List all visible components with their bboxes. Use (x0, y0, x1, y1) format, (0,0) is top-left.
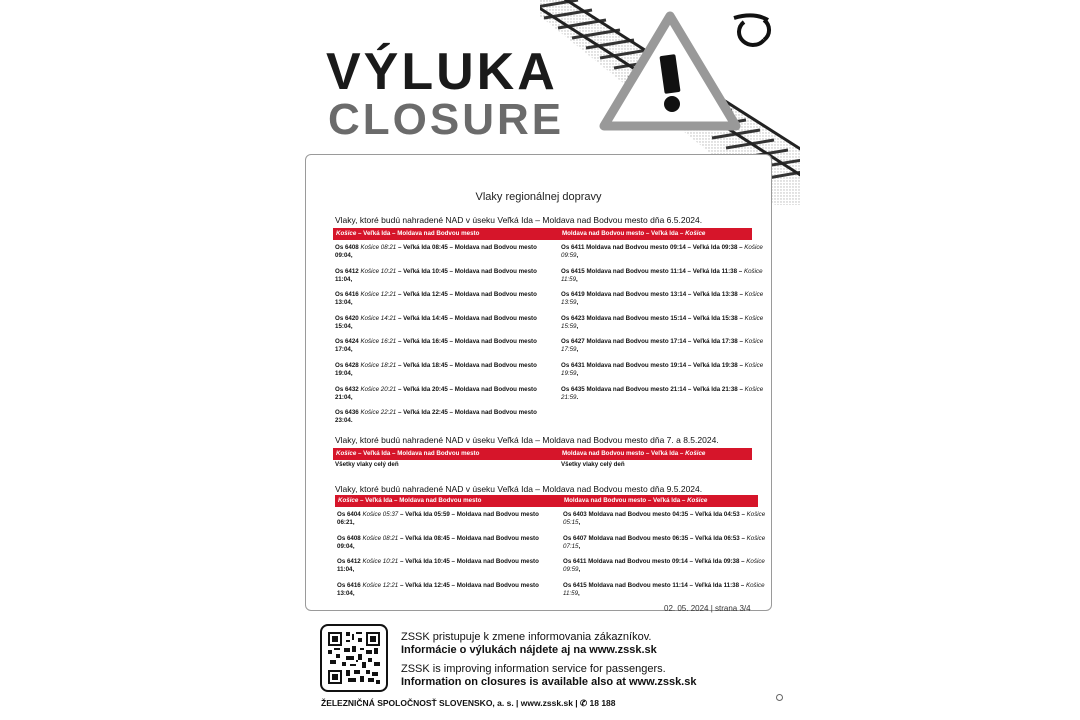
direction-bar (333, 448, 752, 460)
page-date: 02. 05. 2024 | strana 3/4 (664, 604, 751, 613)
section-title: Vlaky, ktoré budú nahradené NAD v úseku Veľká Ida – Moldava nad Bodvou mesto dňa 9.5.2024. (335, 484, 703, 494)
direction-bar (333, 228, 752, 240)
list-item: Os 6436 Košice 22:21 – Veľká Ida 22:45 – Moldava nad Bodvou mesto 23:04. (335, 409, 537, 425)
page-title: VÝLUKA (326, 43, 558, 101)
list-item: Os 6404 Košice 05:37 – Veľká Ida 05:59 – Moldava nad Bodvou mesto 06:21, (337, 511, 539, 526)
list-item: Os 6403 Moldava nad Bodvou mesto 04:35 – Veľká Ida 04:53 – Košice 05:15, (563, 511, 766, 526)
page-subtitle: CLOSURE (328, 95, 565, 144)
direction-left: Košice – Veľká Ida – Moldava nad Bodvou mesto (338, 497, 482, 504)
list-item: Os 6408 Košice 08:21 – Veľká Ida 08:45 – Moldava nad Bodvou mesto 09:04, (335, 244, 537, 259)
direction-right: Moldava nad Bodvou mesto – Veľká Ida – Košice (562, 450, 706, 457)
list-item: Os 6431 Moldava nad Bodvou mesto 19:14 – Veľká Ida 19:38 – Košice 19:59, (561, 361, 764, 377)
train-list-right (561, 244, 771, 409)
list-item: Os 6419 Moldava nad Bodvou mesto 13:14 – Veľká Ida 13:38 – Košice 13:59, (561, 291, 764, 307)
list-item: Os 6427 Moldava nad Bodvou mesto 17:14 – Veľká Ida 17:38 – Košice 17:59, (561, 338, 764, 354)
list-item: Os 6423 Moldava nad Bodvou mesto 15:14 – Veľká Ida 15:38 – Košice 15:59, (561, 314, 764, 330)
list-item: Os 6420 Košice 14:21 – Veľká Ida 14:45 – Moldava nad Bodvou mesto 15:04, (335, 314, 537, 330)
info-en: ZSSK is improving information service for passengers. (401, 663, 666, 675)
section-title: Vlaky, ktoré budú nahradené NAD v úseku Veľká Ida – Moldava nad Bodvou mesto dňa 7. a 8.5.2024. (335, 435, 719, 445)
recycle-icon (776, 694, 783, 701)
list-item: Os 6411 Moldava nad Bodvou mesto 09:14 – Veľká Ida 09:38 – Košice 09:59, (563, 558, 765, 574)
direction-left: Košice – Veľká Ida – Moldava nad Bodvou mesto (336, 450, 480, 457)
info-sk-link[interactable]: Informácie o výlukách nájdete aj na www.zssk.sk (401, 644, 657, 656)
train-list-right (563, 511, 772, 605)
info-sk: ZSSK pristupuje k zmene informovania zákazníkov. (401, 631, 652, 643)
train-list-left (335, 244, 545, 433)
all-day-note-left: Všetky vlaky celý deň (335, 461, 399, 468)
list-item: Os 6412 Košice 10:21 – Veľká Ida 10:45 – Moldava nad Bodvou mesto 11:04, (337, 558, 539, 574)
list-item: Os 6415 Moldava nad Bodvou mesto 11:14 – Veľká Ida 11:38 – Košice 11:59, (561, 267, 763, 283)
direction-right: Moldava nad Bodvou mesto – Veľká Ida – Košice (562, 230, 706, 237)
list-item: Os 6415 Moldava nad Bodvou mesto 11:14 – Veľká Ida 11:38 – Košice 11:59, (563, 581, 765, 597)
footer: ŽELEZNIČNÁ SPOLOČNOSŤ SLOVENSKO, a. s. | www.zssk.sk | ✆ 18 188 (321, 698, 616, 708)
info-en-link[interactable]: Information on closures is available also at www.zssk.sk (401, 676, 697, 688)
direction-right: Moldava nad Bodvou mesto – Veľká Ida – Košice (564, 497, 708, 504)
section-title: Vlaky, ktoré budú nahradené NAD v úseku Veľká Ida – Moldava nad Bodvou mesto dňa 6.5.2024. (335, 215, 703, 225)
list-item: Os 6411 Moldava nad Bodvou mesto 09:14 – Veľká Ida 09:38 – Košice 09:59, (561, 244, 763, 259)
list-item: Os 6416 Košice 12:21 – Veľká Ida 12:45 – Moldava nad Bodvou mesto 13:04, (337, 581, 539, 597)
list-item: Os 6408 Košice 08:21 – Veľká Ida 08:45 – Moldava nad Bodvou mesto 09:04, (337, 534, 539, 550)
qr-code-icon[interactable] (320, 624, 388, 692)
panel-title: Vlaky regionálnej dopravy (475, 191, 602, 203)
zssk-logo-icon (724, 10, 776, 50)
all-day-note-right: Všetky vlaky celý deň (561, 461, 625, 468)
train-list-left (337, 511, 547, 605)
list-item: Os 6432 Košice 20:21 – Veľká Ida 20:45 – Moldava nad Bodvou mesto 21:04, (335, 385, 537, 401)
direction-bar (335, 495, 758, 507)
list-item: Os 6416 Košice 12:21 – Veľká Ida 12:45 – Moldava nad Bodvou mesto 13:04, (335, 291, 537, 307)
list-item: Os 6435 Moldava nad Bodvou mesto 21:14 – Veľká Ida 21:38 – Košice 21:59. (561, 385, 764, 401)
list-item: Os 6412 Košice 10:21 – Veľká Ida 10:45 – Moldava nad Bodvou mesto 11:04, (335, 267, 537, 283)
list-item: Os 6424 Košice 16:21 – Veľká Ida 16:45 – Moldava nad Bodvou mesto 17:04, (335, 338, 537, 354)
list-item: Os 6428 Košice 18:21 – Veľká Ida 18:45 – Moldava nad Bodvou mesto 19:04, (335, 361, 537, 377)
schedule-panel (305, 154, 772, 611)
direction-left: Košice – Veľká Ida – Moldava nad Bodvou mesto (336, 230, 480, 237)
list-item: Os 6407 Moldava nad Bodvou mesto 06:35 – Veľká Ida 06:53 – Košice 07:15, (563, 534, 766, 550)
